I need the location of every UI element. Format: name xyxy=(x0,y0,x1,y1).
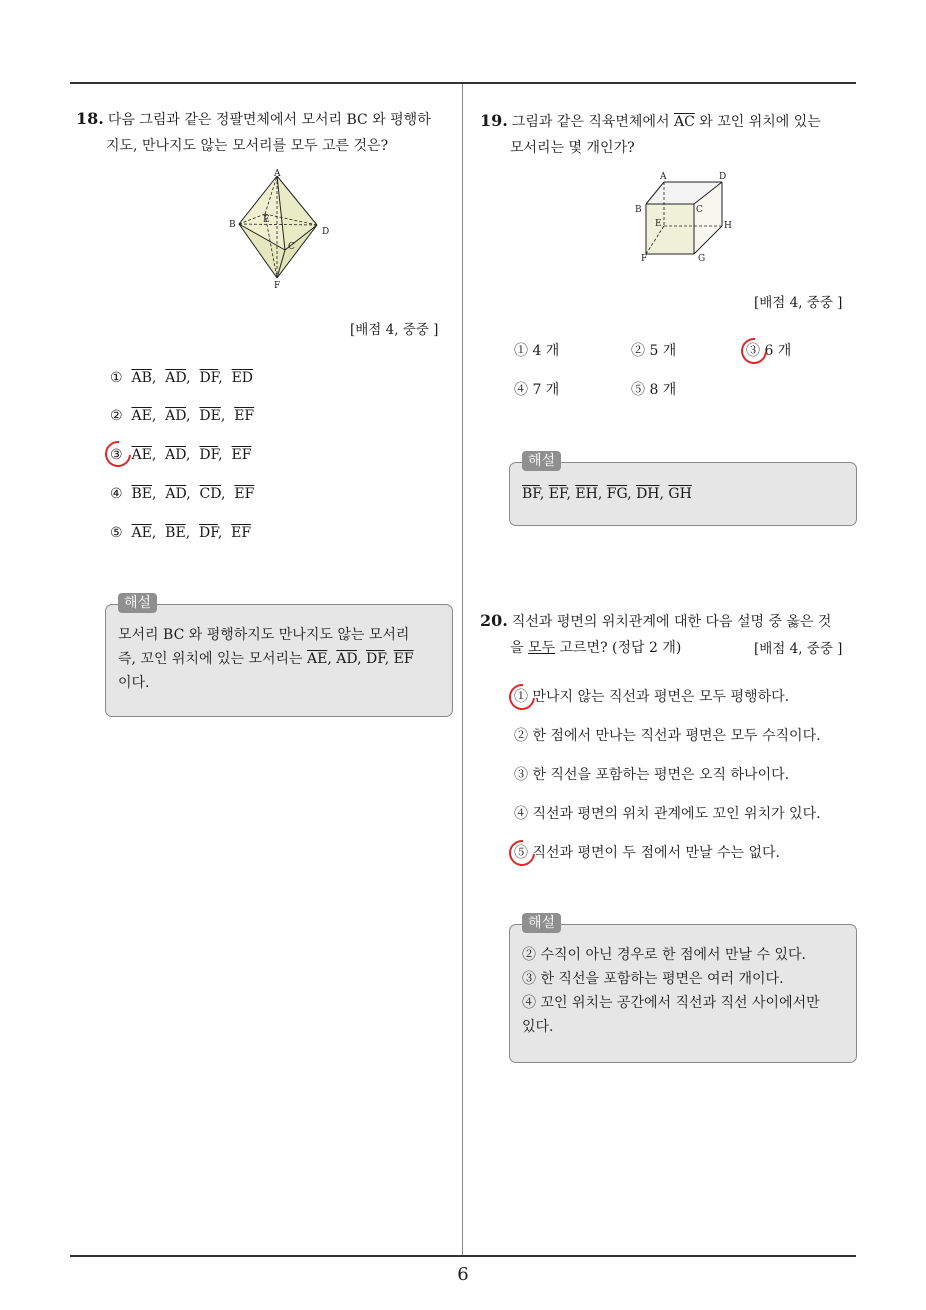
q18-meta: [배점 4, 중중 ] xyxy=(350,322,439,338)
q20-solution-line3: ④ 꼬인 위치는 공간에서 직선과 직선 사이에서만 xyxy=(522,995,820,1011)
q19-option-5-text: 8 개 xyxy=(649,382,677,398)
q20-option-2-text: 한 점에서 만나는 직선과 평면은 모두 수직이다. xyxy=(532,728,821,744)
segment: $\overline{GH}$ xyxy=(668,486,692,502)
q20-option-5-text: 직선과 평면이 두 점에서 만날 수는 없다. xyxy=(532,845,780,861)
q18-option-5[interactable]: ⑤ $\overline{AE}$, $\overline{BE}$, $\overline{DF}$, $\overline{EF}$ xyxy=(110,525,252,541)
q20-solution-line1: ② 수직이 아닌 경우로 한 점에서 만날 수 있다. xyxy=(522,947,806,963)
q20-option-5[interactable] xyxy=(514,843,780,863)
q19-solution-box xyxy=(509,453,857,526)
q19-label-f: F xyxy=(641,254,648,264)
segment: $\overline{DE}$ xyxy=(199,408,221,424)
octahedron-figure xyxy=(225,168,335,290)
segment: $\overline{AE}$ xyxy=(307,651,328,667)
q20-line2-a: 을 xyxy=(510,640,524,656)
solution-tag: 해설 xyxy=(522,451,561,471)
q20-option-1-mark: ① xyxy=(514,689,528,705)
segment: $\overline{AD}$ xyxy=(165,370,187,386)
segment: $\overline{EF}$ xyxy=(231,525,252,541)
segment: $\overline{BE}$ xyxy=(165,525,186,541)
q19-label-g: G xyxy=(698,254,706,264)
segment: $\overline{EF}$ xyxy=(234,408,255,424)
segment: $\overline{CD}$ xyxy=(199,486,221,502)
q19-label-e: E xyxy=(655,219,662,229)
q18-option-4[interactable]: ④ $\overline{BE}$, $\overline{AD}$, $\overline{CD}$, $\overline{EF}$ xyxy=(110,486,255,502)
q20-option-1[interactable] xyxy=(514,687,789,707)
q19-option-3-mark: ③ xyxy=(746,343,760,359)
q20-line2-underline: 모두 xyxy=(527,640,556,656)
segment: $\overline{EH}$ xyxy=(575,486,598,502)
q20-option-2-mark: ② xyxy=(514,728,528,744)
solution-tag: 해설 xyxy=(118,593,157,613)
q19-label-c: C xyxy=(696,205,703,215)
q19-option-1-text: 4 개 xyxy=(532,343,560,359)
segment: $\overline{AD}$ xyxy=(336,651,358,667)
q19-number: 19. xyxy=(480,111,508,130)
q20-solution-line4: 있다. xyxy=(522,1019,554,1035)
q18-solution-line1: 모서리 BC 와 평행하지도 만나지도 않는 모서리 xyxy=(118,627,410,643)
q19-label-d: D xyxy=(719,172,727,182)
answer-circle-mark xyxy=(736,333,773,370)
q18-option-2[interactable]: ② $\overline{AE}$, $\overline{AD}$, $\overline{DE}$, $\overline{EF}$ xyxy=(110,408,255,424)
q20-option-4-mark: ④ xyxy=(514,806,528,822)
q18-label-b: B xyxy=(229,220,236,230)
q19-option-1[interactable] xyxy=(514,341,559,361)
page-number: 6 xyxy=(457,1264,469,1285)
q18-option-1-mark: ① xyxy=(110,370,123,386)
segment: $\overline{AE}$ xyxy=(131,525,152,541)
q19-option-1-mark: ① xyxy=(514,343,528,359)
q19-option-2-text: 5 개 xyxy=(649,343,677,359)
segment: $\overline{AB}$ xyxy=(131,370,152,386)
q18-label-f: F xyxy=(274,281,281,290)
q18-option-5-mark: ⑤ xyxy=(110,525,123,541)
segment: $\overline{EF}$ xyxy=(393,651,414,667)
q19-line2: 모서리는 몇 개인가? xyxy=(510,140,635,156)
q19-option-5-mark: ⑤ xyxy=(631,382,645,398)
column-divider xyxy=(462,84,463,1256)
segment: $\overline{AE}$ xyxy=(131,408,152,424)
q20-line2-b: 고르면? (정답 2 개) xyxy=(559,640,682,656)
answer-circle-mark xyxy=(100,436,137,473)
q19-option-2-mark: ② xyxy=(631,343,645,359)
segment: $\overline{DF}$ xyxy=(199,525,218,541)
q19-label-b: B xyxy=(635,205,642,215)
q20-option-2[interactable] xyxy=(514,726,821,746)
q18-option-4-mark: ④ xyxy=(110,486,123,502)
q18-option-2-mark: ② xyxy=(110,408,123,424)
q20-solution-line2: ③ 한 직선을 포함하는 평면은 여러 개이다. xyxy=(522,971,784,987)
q20-meta: [배점 4, 중중 ] xyxy=(754,641,843,657)
q18-stem xyxy=(76,106,456,159)
q18-option-3-mark: ③ xyxy=(110,447,123,463)
answer-circle-mark xyxy=(504,835,541,872)
q19-line1-b: 와 꼬인 위치에 있는 xyxy=(699,114,821,130)
q18-solution-line2: 즉, 꼬인 위치에 있는 모서리는 $\overline{AE}$, $\overline{AD}$, $\overline{DF}$, $\overline{EF}$ xyxy=(118,651,414,667)
q19-meta: [배점 4, 중중 ] xyxy=(754,295,843,311)
q19-option-2[interactable] xyxy=(631,341,676,361)
segment: $\overline{ED}$ xyxy=(231,370,254,386)
q19-label-h: H xyxy=(724,221,732,231)
segment: $\overline{EF}$ xyxy=(234,486,255,502)
q19-option-3-text: 6 개 xyxy=(764,343,792,359)
segment: $\overline{AD}$ xyxy=(165,447,187,463)
segment: $\overline{AC}$ xyxy=(673,114,695,130)
segment: $\overline{FG}$ xyxy=(606,486,628,502)
q18-solution-prefix: 즉, 꼬인 위치에 있는 모서리는 xyxy=(118,651,303,667)
q19-label-a: A xyxy=(660,172,667,182)
segment: $\overline{BF}$ xyxy=(522,486,540,502)
segment: $\overline{DF}$ xyxy=(366,651,385,667)
segment: $\overline{AD}$ xyxy=(165,408,187,424)
q20-option-3-mark: ③ xyxy=(514,767,528,783)
q18-line2: 지도, 만나지도 않는 모서리를 모두 고른 것은? xyxy=(106,138,389,154)
q20-option-3-text: 한 직선을 포함하는 평면은 오직 하나이다. xyxy=(532,767,790,783)
q20-option-5-mark: ⑤ xyxy=(514,845,528,861)
q18-label-e: E xyxy=(263,215,270,225)
q19-option-4-mark: ④ xyxy=(514,382,528,398)
segment: $\overline{EF}$ xyxy=(231,447,252,463)
cuboid-figure xyxy=(632,168,744,264)
q20-option-4[interactable] xyxy=(514,804,821,824)
bottom-rule xyxy=(70,1255,856,1257)
q20-solution-box xyxy=(509,915,857,1063)
q18-option-3[interactable]: ③ $\overline{AE}$, $\overline{AD}$, $\overline{DF}$, $\overline{EF}$ xyxy=(110,447,252,463)
segment: $\overline{BE}$ xyxy=(131,486,152,502)
q18-option-1[interactable]: ① $\overline{AB}$, $\overline{AD}$, $\overline{DF}$, $\overline{ED}$ xyxy=(110,370,254,386)
segment: $\overline{DF}$ xyxy=(199,447,219,463)
q20-option-1-text: 만나지 않는 직선과 평면은 모두 평행하다. xyxy=(532,689,790,705)
q19-solution-line: $\overline{BF}$, $\overline{EF}$, $\overline{EH}$, $\overline{FG}$, $\overline{DH}$, $\overline{GH}$ xyxy=(522,486,692,502)
top-rule xyxy=(70,82,856,84)
segment: $\overline{EF}$ xyxy=(548,486,567,502)
q19-option-4-text: 7 개 xyxy=(532,382,560,398)
q19-stem xyxy=(480,108,860,161)
q20-number: 20. xyxy=(480,611,508,630)
q18-solution-line3: 이다. xyxy=(118,675,150,691)
q20-option-4-text: 직선과 평면의 위치 관계에도 꼬인 위치가 있다. xyxy=(532,806,821,822)
q19-line1-a: 그림과 같은 직육면체에서 xyxy=(511,114,670,130)
q19-option-4[interactable] xyxy=(514,380,559,400)
q20-option-3[interactable] xyxy=(514,765,789,785)
solution-tag: 해설 xyxy=(522,913,561,933)
segment: $\overline{AE}$ xyxy=(131,447,152,463)
segment: $\overline{DF}$ xyxy=(199,370,219,386)
q18-label-c: C xyxy=(288,242,295,252)
q18-label-d: D xyxy=(322,227,330,237)
segment: $\overline{DH}$ xyxy=(636,486,660,502)
q19-option-5[interactable] xyxy=(631,380,676,400)
q18-label-a: A xyxy=(274,169,281,179)
q18-solution-box xyxy=(105,595,453,717)
segment: $\overline{AD}$ xyxy=(165,486,187,502)
answer-circle-mark xyxy=(504,679,541,716)
q18-number: 18. xyxy=(76,109,104,128)
q18-line1: 다음 그림과 같은 정팔면체에서 모서리 BC 와 평행하 xyxy=(107,112,431,128)
q20-line1: 직선과 평면의 위치관계에 대한 다음 설명 중 옳은 것 xyxy=(511,614,832,630)
